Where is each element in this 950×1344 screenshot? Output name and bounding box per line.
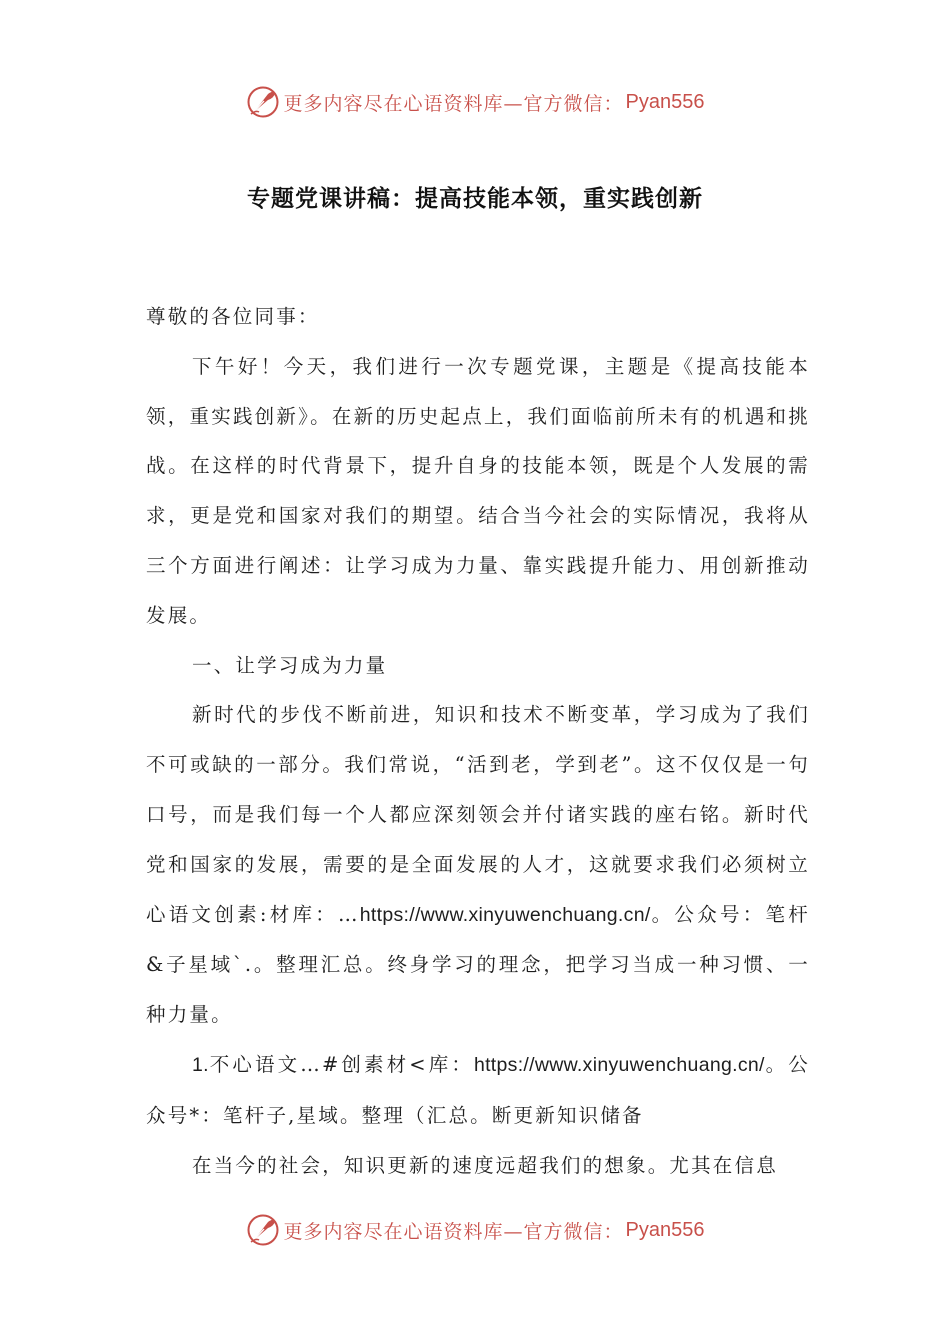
banner-text: 更多内容尽在心语资料库—官方微信：: [283, 1220, 624, 1243]
website-url-link: https://www.xinyuwenchuang.cn/: [359, 903, 651, 926]
paragraph-text: 不心语文…#创素材<库：: [208, 1052, 474, 1076]
header-watermark-banner: [0, 80, 950, 124]
paragraph-text: 新时代的步伐不断前进，知识和技术不断变革，学习成为了我们不可或缺的一部分。我们常说，“活到老，学到老”。这不仅仅是一句口号，而是我们每一个人都应深刻领会并付诸实践的座右铭。新时代党和国家的发展，需要的是全面发展的人才，这就要求我们必须树立心语文创素:材库：…: [146, 703, 810, 926]
document-body: [146, 292, 810, 1190]
banner-wechat-id: Pyan556: [625, 1218, 705, 1241]
paragraph-learning: [146, 690, 810, 1040]
document-title: 专题党课讲稿：提高技能本领，重实践创新: [247, 185, 703, 212]
list-number: 1.: [192, 1053, 209, 1076]
subheading-1-1: [146, 1040, 810, 1141]
footer-watermark-banner: [0, 1208, 950, 1252]
paragraph-knowledge: 在当今的社会，知识更新的速度远超我们的想象。尤其在信息: [192, 1153, 778, 1177]
quill-pen-logo-icon: [246, 85, 280, 119]
salutation: 尊敬的各位同事：: [146, 305, 320, 328]
section-heading-1: 一、让学习成为力量: [192, 653, 388, 677]
banner-text: 更多内容尽在心语资料库—官方微信：: [283, 92, 624, 115]
paragraph-text: 。公众号*：笔杆子,星域。整理（汇总。断更新知识储备: [146, 1052, 810, 1127]
paragraph-text: 。公众号：笔杆&子星域`.。整理汇总。终身学习的理念，把学习当成一种习惯、一种力量。: [146, 902, 810, 1027]
website-url-link: https://www.xinyuwenchuang.cn/: [473, 1053, 765, 1076]
banner-wechat-id: Pyan556: [625, 90, 705, 113]
paragraph-intro: 下午好！今天，我们进行一次专题党课，主题是《提高技能本领，重实践创新》。在新的历史起点上，我们面临前所未有的机遇和挑战。在这样的时代背景下，提升自身的技能本领，既是个人发展的需求，更是党和国家对我们的期望。结合当今社会的实际情况，我将从三个方面进行阐述：让学习成为力量、靠实践提升能力、用创新推动发展。: [146, 354, 810, 627]
quill-pen-logo-icon: [246, 1213, 280, 1247]
